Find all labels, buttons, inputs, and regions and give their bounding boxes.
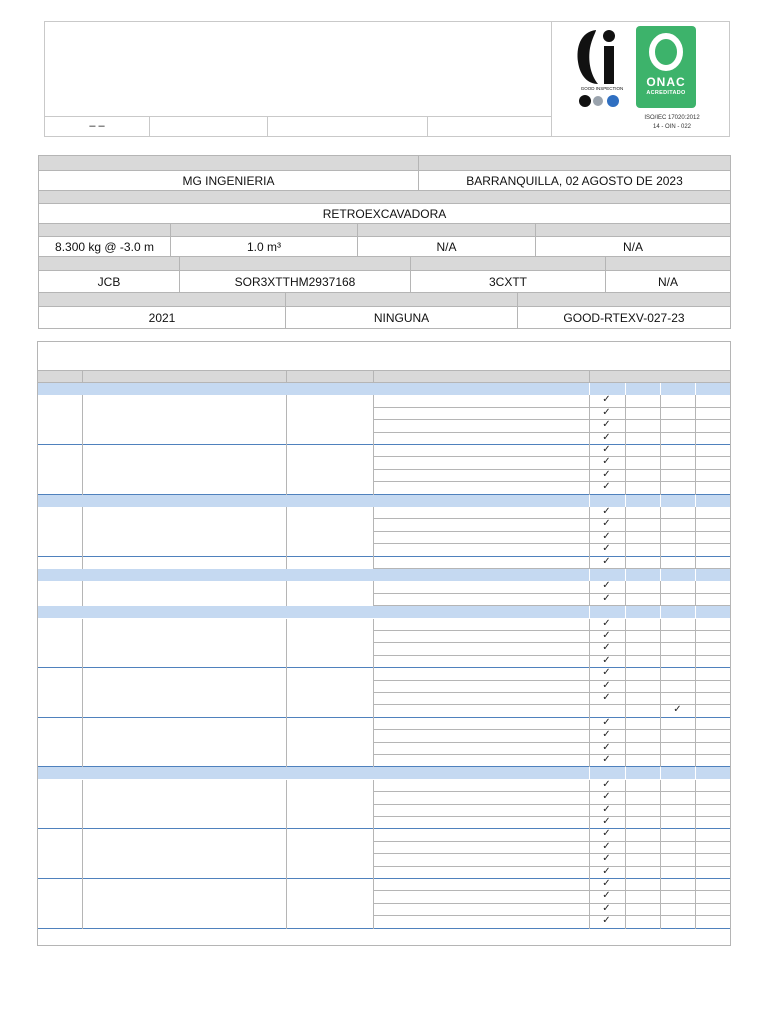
header-meta-cell (268, 116, 428, 136)
row-line (38, 828, 730, 829)
row-line (38, 667, 730, 668)
column-divider (589, 619, 590, 768)
section-band (38, 569, 730, 581)
row-line (373, 754, 730, 755)
logo-area (552, 22, 729, 136)
row-line (38, 556, 730, 557)
check-mark: ✓ (602, 816, 611, 827)
check-mark: ✓ (602, 518, 611, 530)
section-band (38, 606, 730, 618)
equipment-info-table (38, 155, 731, 329)
band-divider (660, 606, 661, 618)
check-mark: ✓ (602, 716, 611, 728)
column-divider (625, 395, 626, 494)
check-mark: ✓ (602, 444, 611, 455)
column-divider (82, 507, 83, 569)
band-divider (660, 495, 661, 507)
good-inspection-logo (570, 24, 634, 104)
row-line (373, 481, 730, 482)
report-code-cell: GOOD-RTEXV-027-23 (563, 310, 685, 325)
label-band (39, 257, 730, 271)
check-mark: ✓ (602, 778, 611, 790)
column-divider (695, 581, 696, 606)
row-line (373, 543, 730, 544)
check-mark: ✓ (602, 530, 611, 542)
header-meta-cell: – – (45, 116, 150, 136)
row-line (38, 878, 730, 879)
row-line (38, 928, 730, 929)
spec-cell: N/A (358, 237, 536, 257)
row-line (373, 804, 730, 805)
check-mark: ✓ (602, 729, 611, 741)
row-line (373, 407, 730, 408)
column-divider (625, 619, 626, 768)
check-mark: ✓ (602, 506, 611, 517)
band-divider (625, 495, 626, 507)
header-meta-cell (150, 116, 268, 136)
column-divider (695, 780, 696, 929)
column-divider (695, 395, 696, 494)
band-divider (660, 383, 661, 395)
document-header (44, 21, 730, 137)
row-line (373, 915, 730, 916)
onac-sublabel: ACREDITADO (646, 90, 686, 96)
check-mark: ✓ (602, 741, 611, 753)
column-divider (286, 619, 287, 768)
section-band (38, 383, 730, 395)
column-divider (660, 619, 661, 768)
check-mark: ✓ (602, 543, 611, 555)
band-divider (660, 569, 661, 581)
column-divider (625, 780, 626, 929)
column-divider (82, 619, 83, 768)
check-mark: ✓ (602, 481, 611, 493)
spec-cell: N/A (606, 271, 730, 293)
check-mark: ✓ (602, 865, 611, 877)
column-divider (286, 581, 287, 606)
row-line (373, 742, 730, 743)
check-mark: ✓ (602, 419, 611, 431)
check-mark: ✓ (602, 679, 611, 691)
row-line (373, 469, 730, 470)
check-mark: ✓ (602, 840, 611, 852)
check-mark: ✓ (602, 828, 611, 840)
checklist-header-row (38, 371, 730, 383)
check-mark: ✓ (602, 617, 611, 629)
label-band (39, 293, 730, 307)
check-mark: ✓ (602, 853, 611, 865)
inspection-checklist (37, 341, 731, 946)
accreditation-code: 14 - OIN - 022 (652, 124, 691, 130)
column-divider (625, 507, 626, 569)
row-line (38, 444, 730, 445)
row-line (373, 791, 730, 792)
row-line (373, 853, 730, 854)
band-divider (625, 383, 626, 395)
check-mark: ✓ (602, 555, 611, 567)
checklist-body (38, 383, 730, 945)
column-divider (373, 507, 374, 569)
year-cell: 2021 (39, 307, 286, 328)
band-divider (625, 569, 626, 581)
spec-cell: N/A (536, 237, 730, 257)
model-cell: 3CXTT (411, 271, 606, 293)
column-divider (373, 581, 374, 606)
label-band (39, 224, 730, 237)
label-band (39, 156, 730, 171)
checklist-title-area (38, 342, 730, 371)
logo-dots-icon (578, 94, 626, 108)
row-line (373, 432, 730, 433)
column-divider (660, 780, 661, 929)
band-divider (695, 767, 696, 779)
accreditation-standard: ISO/IEC 17020:2012 (644, 115, 700, 121)
check-mark: ✓ (673, 704, 682, 716)
check-mark: ✓ (602, 456, 611, 468)
check-mark: ✓ (602, 902, 611, 914)
band-divider (625, 606, 626, 618)
band-divider (695, 606, 696, 618)
check-mark: ✓ (602, 406, 611, 418)
column-divider (589, 581, 590, 606)
column-divider (660, 395, 661, 494)
column-divider (373, 395, 374, 494)
column-divider (373, 780, 374, 929)
label-band (39, 191, 730, 204)
row-line (373, 456, 730, 457)
check-mark: ✓ (602, 667, 611, 679)
row-line (373, 593, 730, 594)
row-line (373, 866, 730, 867)
capacity-cell: 8.300 kg @ -3.0 m (39, 237, 171, 257)
row-line (373, 841, 730, 842)
onac-ring-icon (648, 32, 684, 72)
check-mark: ✓ (602, 654, 611, 666)
row-line (373, 692, 730, 693)
column-divider (589, 780, 590, 929)
column-divider (589, 395, 590, 494)
band-divider (660, 767, 661, 779)
brand-name: GOOD INSPECTION (580, 86, 624, 91)
row-line (373, 729, 730, 730)
row-line (38, 717, 730, 718)
column-divider (373, 619, 374, 768)
header-meta-cell (428, 116, 552, 136)
row-line (373, 816, 730, 817)
section-band (38, 495, 730, 507)
check-mark: ✓ (602, 890, 611, 902)
row-line (373, 680, 730, 681)
onac-badge (636, 26, 696, 108)
column-divider (695, 507, 696, 569)
band-divider (695, 495, 696, 507)
check-mark: ✓ (602, 692, 611, 703)
check-mark: ✓ (602, 754, 611, 765)
check-mark: ✓ (602, 394, 611, 406)
bucket-cell: 1.0 m³ (171, 237, 358, 257)
row-line (373, 655, 730, 656)
check-mark: ✓ (602, 630, 611, 641)
column-divider (589, 507, 590, 569)
row-line (373, 630, 730, 631)
column-divider (82, 780, 83, 929)
column-divider (660, 507, 661, 569)
column-divider (82, 395, 83, 494)
header-title-area (45, 22, 552, 116)
column-divider (82, 581, 83, 606)
check-mark: ✓ (602, 642, 611, 654)
brand-cell: JCB (39, 271, 180, 293)
row-line (373, 642, 730, 643)
band-divider (695, 569, 696, 581)
check-mark: ✓ (602, 791, 611, 803)
equipment-cell: RETROEXCAVADORA (39, 204, 730, 224)
row-line (373, 518, 730, 519)
row-line (373, 903, 730, 904)
check-mark: ✓ (602, 915, 611, 927)
band-divider (625, 767, 626, 779)
column-divider (286, 507, 287, 569)
row-line (373, 531, 730, 532)
check-mark: ✓ (602, 878, 611, 889)
row-line (373, 419, 730, 420)
check-mark: ✓ (602, 803, 611, 815)
accreditation-text (622, 114, 722, 132)
column-divider (625, 581, 626, 606)
check-mark: ✓ (602, 431, 611, 443)
check-mark: ✓ (602, 580, 611, 592)
serial-cell: SOR3XTTHM2937168 (180, 271, 411, 293)
observations-cell: NINGUNA (286, 307, 518, 328)
column-divider (286, 395, 287, 494)
onac-label: ONAC (646, 75, 686, 89)
column-divider (660, 581, 661, 606)
column-divider (286, 780, 287, 929)
column-divider (695, 619, 696, 768)
location-date-cell: BARRANQUILLA, 02 AGOSTO DE 2023 (419, 171, 730, 191)
row-line (373, 890, 730, 891)
client-cell: MG INGENIERIA (39, 171, 419, 191)
section-band (38, 767, 730, 779)
check-mark: ✓ (602, 592, 611, 604)
check-mark: ✓ (602, 468, 611, 480)
band-divider (695, 383, 696, 395)
